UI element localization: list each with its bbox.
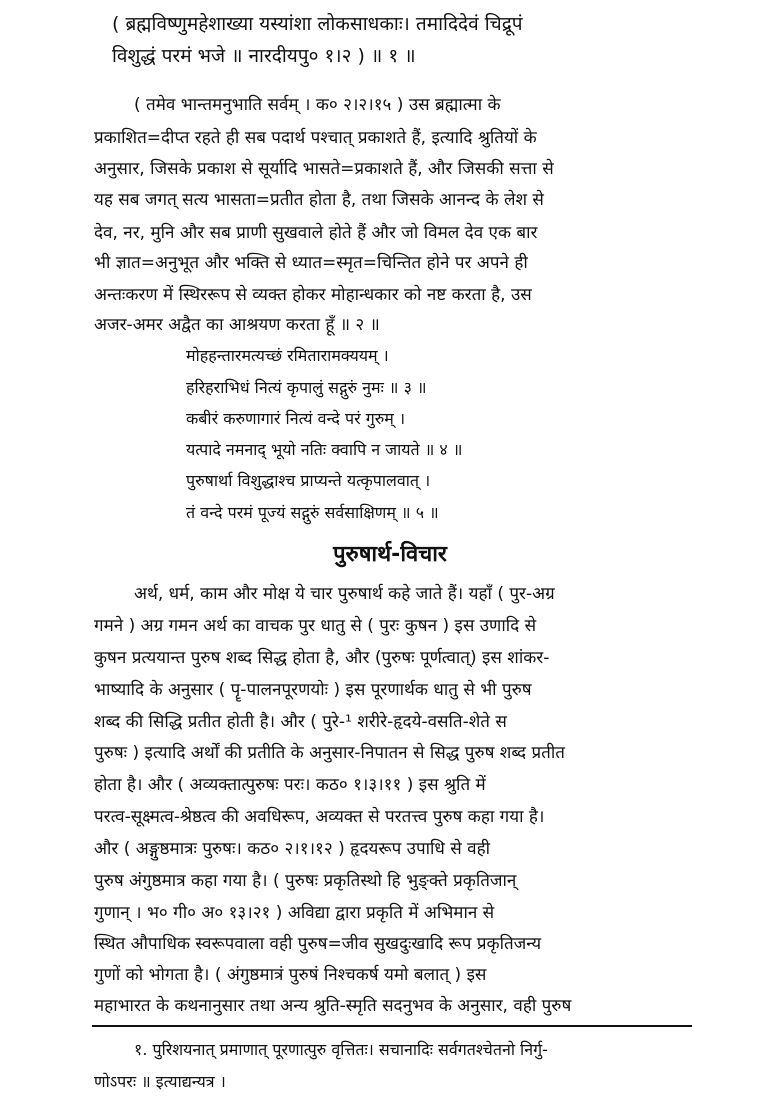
para-line: और ( अङ्गुष्ठमात्रः पुरुषः। कठ० २।१।१२ ) हृदयरूप उपाधि से वही <box>94 839 491 859</box>
para-line: पुरुषः ) इत्यादि अर्थों की प्रतीति के अनुसार-निपातन से सिद्ध पुरुष शब्द प्रतीत <box>94 743 565 763</box>
para-line: अर्थ, धर्म, काम और मोक्ष ये चार पुरुषार्थ कहे जाते हैं। यहाँ ( पुर-अग्र <box>134 584 555 604</box>
top-verse-line: विशुद्धं परमं भजे ॥ नारदीयपु० १।२ ) ॥ १ ॥ <box>112 45 416 67</box>
para-line: गुणों को भोगता है। ( अंगुष्ठमात्रं पुरुषं निश्चकर्ष यमो बलात् ) इस <box>94 965 487 985</box>
para-line: परत्व-सूक्ष्मत्व-श्रेष्ठत्व की अवधिरूप, अव्यक्त से परतत्त्व पुरुष कहा गया है। <box>94 807 545 827</box>
para-line: कुषन प्रत्ययान्त पुरुष शब्द सिद्ध होता है, और (पुरुषः पूर्णत्वात्) इस शांकर- <box>94 648 550 668</box>
para-line: महाभारत के कथनानुसार तथा अन्य श्रुति-स्मृति सदनुभव के अनुसार, वही पुरुष <box>94 996 572 1016</box>
section-title: पुरुषार्थ-विचार <box>333 542 447 567</box>
para-line: गमने ) अग्र गमन अर्थ का वाचक पुर धातु से ( पुरः कुषन ) इस उणादि से <box>94 616 537 636</box>
para-line: देव, नर, मुनि और सब प्राणी सुखवाले होते हैं और जो विमल देव एक बार <box>94 223 538 243</box>
verse-line: पुरुषार्था विशुद्धाश्च प्राप्यन्ते यत्कृपालवात् । <box>186 471 431 490</box>
para-line: पुरुष अंगुष्ठमात्र कहा गया है। ( पुरुषः प्रकृतिस्थो हि भुङ्क्ते प्रकृतिजान् <box>94 871 517 891</box>
para-line: प्रकाशित=दीप्त रहते ही सब पदार्थ पश्चात् प्रकाशते हैं, इत्यादि श्रुतियों के <box>94 128 537 148</box>
top-verse-line: ( ब्रह्मविष्णुमहेशाख्या यस्यांशा लोकसाधकाः। तमादिदेवं चिद्रूपं <box>112 13 523 35</box>
footnote-divider <box>92 1025 692 1027</box>
para-line: अन्तःकरण में स्थिररूप से व्यक्त होकर मोहान्धकार को नष्ट करता है, उस <box>94 285 532 305</box>
para-line: अजर-अमर अद्वैत का आश्रयण करता हूँ ॥ २ ॥ <box>94 315 380 335</box>
footnote-line: णोऽपरः ॥ इत्याद्यन्यत्र । <box>94 1072 226 1091</box>
para-line: अनुसार, जिसके प्रकाश से सूर्यादि भासते=प्रकाशते हैं, और जिसकी सत्ता से <box>94 159 554 179</box>
para-line: शब्द की सिद्धि प्रतीत होती है। और ( पुरे-¹ शरीरे-हृदये-वसति-शेते स <box>94 712 507 732</box>
para-line: यह सब जगत् सत्य भासता=प्रतीत होता है, तथा जिसके आनन्द के लेश से <box>94 190 544 210</box>
para-line: स्थित औपाधिक स्वरूपवाला वही पुरुष=जीव सुखदुःखादि रूप प्रकृतिजन्य <box>94 934 542 954</box>
verse-line: तं वन्दे परमं पूज्यं सद्गुरुं सर्वसाक्षिणम् ॥ ५ ॥ <box>186 503 439 522</box>
para-line: होता है। और ( अव्यक्तात्पुरुषः परः। कठ० १।३।११ ) इस श्रुति में <box>94 775 486 795</box>
verse-line: कबीरं करुणागारं नित्यं वन्दे परं गुरुम् । <box>186 409 406 428</box>
verse-line: मोहहन्तारमत्यच्छं रमितारामक्ययम् । <box>186 346 389 365</box>
verse-line: हरिहराभिधं नित्यं कृपालुं सद्गुरुं नुमः ॥ ३ ॥ <box>186 378 427 397</box>
para-line: गुणान् । भ० गी० अ० १३।२१ ) अविद्या द्वारा प्रकृति में अभिमान से <box>94 903 495 923</box>
para-line: भी ज्ञात=अनुभूत और भक्ति से ध्यात=स्मृत=चिन्तित होने पर अपने ही <box>94 253 528 273</box>
para-line: ( तमेव भान्तमनुभाति सर्वम् । क० २।२।१५ ) उस ब्रह्मात्मा के <box>134 95 501 115</box>
verse-line: यत्पादे नमनाद् भूयो नतिः क्वापि न जायते ॥ ४ ॥ <box>186 440 463 459</box>
para-line: भाष्यादि के अनुसार ( पॄ-पालनपूरणयोः ) इस पूरणार्थक धातु से भी पुरुष <box>94 680 532 700</box>
footnote-line: १. पुरिशयनात् प्रमाणात् पूरणात्पुरु वृत्तितः। सचानादिः सर्वगतश्चेतनो निर्गु- <box>134 1040 548 1059</box>
